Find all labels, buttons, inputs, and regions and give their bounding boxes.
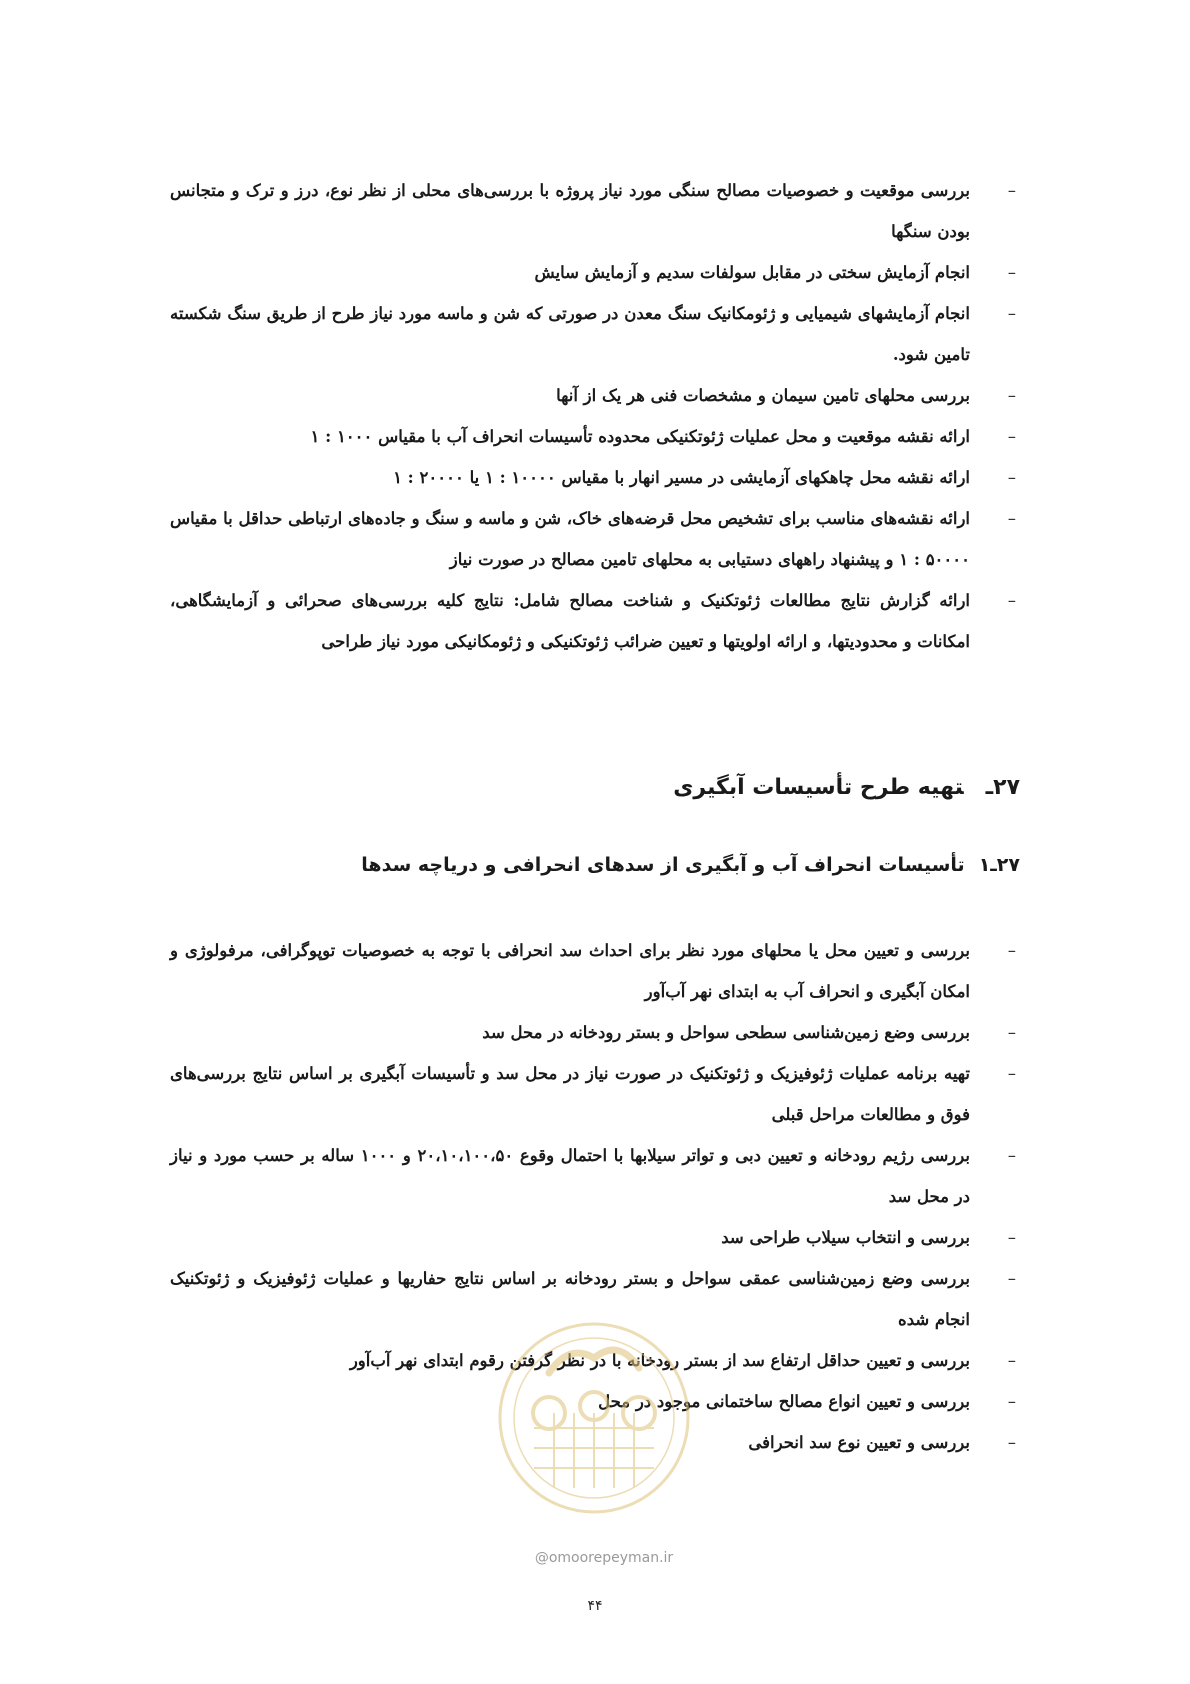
watermark-url: @omoorepeyman.ir [534,1550,674,1566]
list-item-text: بررسی و تعیین انواع مصالح ساختمانی موجود در محل [598,1392,970,1411]
list-item [170,1217,1020,1258]
section-number: ۲۷ـ [985,775,1020,800]
list-item-text: تهیه برنامه عملیات ژئوفیزیک و ژئوتکنیک در صورت نیاز در محل سد و تأسیسات آبگیری بر اساس نتایج بررسی‌های فوق و مطالعات مراحل قبلی [170,1064,970,1124]
list-item [170,498,1020,580]
section-title: تهیه طرح تأسیسات آبگیری [673,775,964,800]
list-item [170,1053,1020,1135]
list-item-text: ارائه نقشه‌های مناسب برای تشخیص محل قرضه‌های خاک، شن و ماسه و سنگ و جاده‌های ارتباطی حداقل با مقیاس ۵۰۰۰۰ : ۱ و پیشنهاد راههای دستیابی به محلهای تامین مصالح در صورت نیاز [170,509,970,569]
list-item-text: انجام آزمایشهای شیمیایی و ژئومکانیک سنگ معدن در صورتی که شن و ماسه مورد نیاز طرح از طریق سنگ شکسته تامین شود. [170,304,970,364]
list-item-text: بررسی و انتخاب سیلاب طراحی سد [721,1228,970,1247]
list-item-text: ارائه نقشه محل چاهکهای آزمایشی در مسیر انهار با مقیاس ۱۰۰۰۰ : ۱ یا ۲۰۰۰۰ : ۱ [393,468,970,487]
bullet-dash: – [1007,263,1016,282]
list-item [170,416,1020,457]
bullet-dash: – [1007,1433,1016,1452]
list-item-text: ارائه نقشه موقعیت و محل عملیات ژئوتکنیکی محدوده تأسیسات انحراف آب با مقیاس ۱۰۰۰ : ۱ [310,427,970,446]
list-item-text: بررسی و تعیین حداقل ارتفاع سد از بستر رودخانه با در نظر گرفتن رقوم ابتدای نهر آب‌آور [349,1351,970,1370]
list-item [170,293,1020,375]
list-item [170,580,1020,662]
list-item [170,375,1020,416]
subsection-title: تأسیسات انحراف آب و آبگیری از سدهای انحرافی و دریاچه سدها [361,854,965,876]
bullet-dash: – [1007,1064,1016,1083]
requirements-list-1 [170,170,1020,662]
list-item-text: بررسی رژیم رودخانه و تعیین دبی و تواتر سیلابها با احتمال وقوع ۲۰،۱۰،۱۰۰،۵۰ و ۱۰۰۰ ساله بر حسب مورد و نیاز در محل سد [170,1146,970,1206]
list-item-text: بررسی وضع زمین‌شناسی سطحی سواحل و بستر رودخانه در محل سد [482,1023,970,1042]
list-item [170,1012,1020,1053]
bullet-dash: – [1007,1392,1016,1411]
list-item [170,170,1020,252]
bullet-dash: – [1007,1269,1016,1288]
list-item-text: انجام آزمایش سختی در مقابل سولفات سدیم و آزمایش سایش [534,263,970,282]
subsection-number: ۲۷ـ۱ [978,854,1020,876]
list-item-text: بررسی موقعیت و خصوصیات مصالح سنگی مورد نیاز پروژه با بررسی‌های محلی از نظر نوع، درز و ترک و متجانس بودن سنگها [170,181,970,241]
bullet-dash: – [1007,1023,1016,1042]
list-item-text: بررسی وضع زمین‌شناسی عمقی سواحل و بستر رودخانه بر اساس نتایج حفاریها و عملیات ژئوفیزیک و ژئوتکنیک انجام شده [170,1269,970,1329]
subsection-heading [361,854,1020,876]
bullet-dash: – [1007,304,1016,323]
bullet-dash: – [1007,181,1016,200]
list-item [170,1135,1020,1217]
bullet-dash: – [1007,1228,1016,1247]
list-item-text: بررسی و تعیین نوع سد انحرافی [748,1433,970,1452]
list-item [170,457,1020,498]
page-number: ۴۴ [587,1598,603,1614]
list-item-text: ارائه گزارش نتایج مطالعات ژئوتکنیک و شناخت مصالح شامل: نتایج کلیه بررسی‌های صحرائی و آزمایشگاهی، امکانات و محدودیتها، و ارائه اولویتها و تعیین ضرائب ژئوتکنیکی و ژئومکانیکی مورد نیاز طراحی [170,591,970,651]
list-item [170,252,1020,293]
list-item [170,930,1020,1012]
watermark-seal-icon [494,1318,694,1518]
bullet-dash: – [1007,509,1016,528]
bullet-dash: – [1007,941,1016,960]
bullet-dash: – [1007,468,1016,487]
bullet-dash: – [1007,1351,1016,1370]
list-item-text: بررسی محلهای تامین سیمان و مشخصات فنی هر یک از آنها [556,386,970,405]
bullet-dash: – [1007,1146,1016,1165]
bullet-dash: – [1007,591,1016,610]
list-item-text: بررسی و تعیین محل یا محلهای مورد نظر برای احداث سد انحرافی با توجه به خصوصیات توپوگرافی، مرفولوژی و امکان آبگیری و انحراف آب به ابتدای نهر آب‌آور [170,941,970,1001]
bullet-dash: – [1007,386,1016,405]
section-heading [673,775,1020,800]
bullet-dash: – [1007,427,1016,446]
